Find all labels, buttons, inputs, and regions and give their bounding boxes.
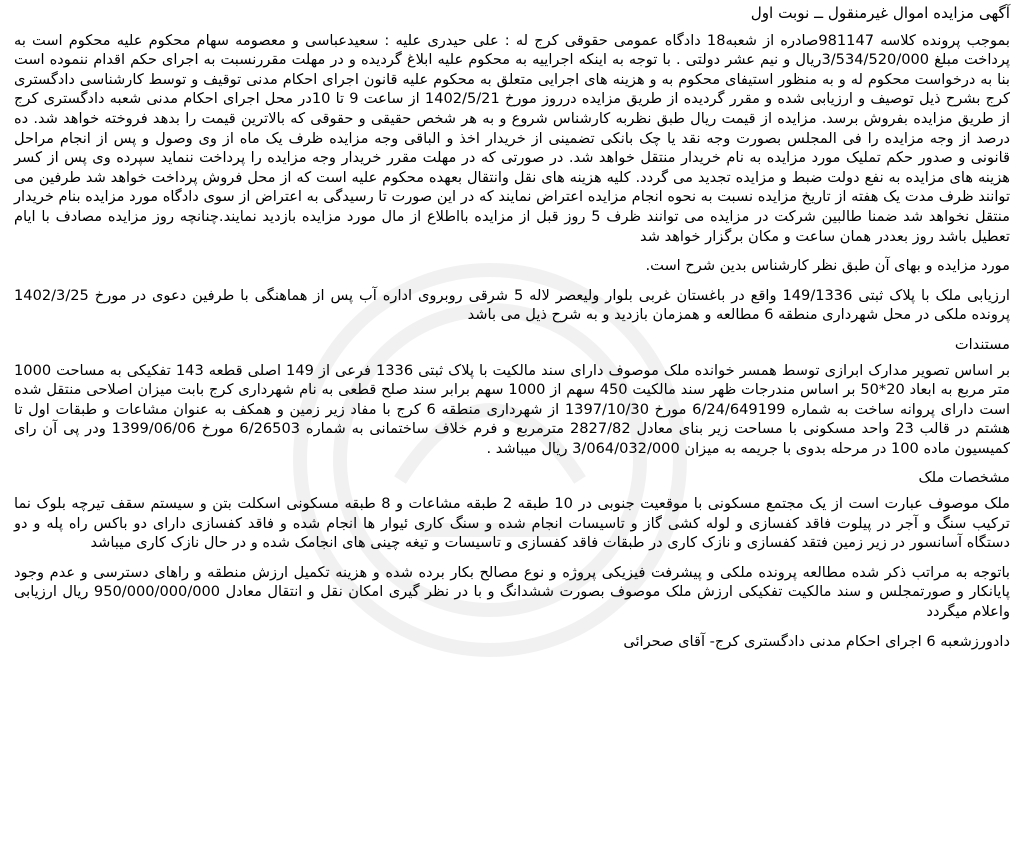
notice-title: آگهی مزایده اموال غیرمنقول ــ نوبت اول [750,4,1010,22]
valuation-conclusion-paragraph: باتوجه به مراتب ذکر شده مطالعه پرونده ملکی و پیشرفت فیزیکی پروژه و نوع مصالح بکار برده شده و هزینه تکمیل ارزش منطقه و راهای دسترسی و عدم وجود پایانکار و صورتمجلس و سند مالکیت تفکیکی ارزش ملک موصوف بصورت ششدانگ و با در نظر گیری امکان نقل و انتقال معادل 950/000/000/000 ریال ارزیابی واعلام میگردد [14,563,1010,621]
appraisal-paragraph: ارزیابی ملک با پلاک ثبتی 149/1336 واقع در باغستان غربی بلوار ولیعصر لاله 5 شرقی روبروی اداره آب پس از هماهنگی با طرفین دعوی در مورخ 1402/3/25 پرونده ملکی در محل شهرداری منطقه 6 مطالعه و همزمان بازدید و به شرح ذیل می باشد [14,286,1010,324]
auction-notice [14,4,1010,651]
auction-subject-line: مورد مزایده و بهای آن طبق نظر کارشناس بدین شرح است. [645,257,1010,275]
notice-intro-paragraph: بموجب پرونده کلاسه 981147صادره از شعبه18 دادگاه عمومی حقوقی کرج له : علی حیدری علیه : سعیدعباسی و معصومه سهام محکوم علیه محکوم است به پرداخت مبلغ 3/534/520/000ریال و نیم عشر دولتی . با توجه به اینکه اجراییه به محکوم علیه ابلاغ گردیده و در مهلت مقررنسبت به اجرای حکم اقدام ننموده است بنا به درخواست محکوم له و به منظور استیفای محکوم به و هزینه های اجرایی متعلق به محکوم علیه قانون اجرای احکام مدنی توقیف و توسط کارشناسی دادگستری کرج بشرح ذیل توصیف و ارزیابی شده و مقرر گردیده از طریق مزایده درروز مورخ 1402/5/21 از ساعت 9 تا 10در محل اجرای احکام مدنی شعبه دادگستری کرج از طریق مزایده بفروش برسد. مزایده از قیمت ریال طبق نظربه کارشناس شروع و به هر شخص حقیقی و حقوقی که بالاترین قیمت را بدهد فروخته خواهد شد. ده درصد از وجه مزایده را فی المجلس بصورت وجه نقد یا چک بانکی تضمینی از خریدار اخذ و الباقی وجه مزایده ظرف یک ماه از وی وصول و پس از انجام مراحل قانونی و صدور حکم تملیک مورد مزایده به نام خریدار منتقل خواهد شد. در صورتی که در مهلت مقرر خریدار وجه مزایده را پرداخت ننماید سپرده وی پس از کسر هزینه های مزایده به نفع دولت ضبط و مزایده تجدید می گردد. کلیه هزینه های نقل وانتقال بعهده محکوم علیه است که از محل فروش پرداخت خواهد شد طرفین می توانند ظرف مدت یک هفته از تاریخ مزایده نسبت به نحوه انجام مزایده اعتراض نمایند که در این صورت تا رسیدگی به اعتراض از سوی دادگاه مورد مزایده بنام خریدار منتقل نخواهد شد ضمنا طالبین شرکت در مزایده می توانند ظرف 5 روز قبل از مزایده بااطلاع از مال مورد مزایده بازدید نمایند.چنانچه روز مزایده مصادف با ایام تعطیل باشد روز بعددر همان ساعت و مکان برگزار خواهد شد [14,31,1010,245]
documents-heading: مستندات [954,335,1010,353]
officer-signature-line: دادورزشعبه 6 اجرای احکام مدنی دادگستری کرج- آقای صحرائی [623,632,1010,650]
property-specs-heading: مشخصات ملک [918,469,1010,487]
documents-paragraph: بر اساس تصویر مدارک ابرازی توسط همسر خوانده ملک موصوف دارای سند مالکیت با پلاک ثبتی 1336 فرعی از 149 اصلی قطعه 143 تفکیکی به مساحت 1000 متر مربع به ابعاد 20*50 بر اساس مندرجات ظهر سند مالکیت 450 سهم از 1000 سهم برابر سند صلح قطعی به نام شهرداری کرج بابت میزان اصلاحی منتقل شده است دارای پروانه ساخت به شماره 6/24/649199 مورخ 1397/10/30 از شهرداری منطقه 6 کرج با مفاد زیر زمین و همکف به عنوان مشاعات و طبقات اول تا هشتم در قالب 23 واحد مسکونی با مساحت زیر بنای معادل 2827/82 مترمربع و فرم خلاف ساختمانی به شماره 6/26503 مورخ 1399/06/06 ودر پی آن رای کمیسیون ماده 100 در مرحله بدوی با جریمه به میزان 3/064/032/000 ریال میباشد . [14,361,1011,457]
property-specs-paragraph: ملک موصوف عبارت است از یک مجتمع مسکونی با موقعیت جنوبی در 10 طبقه 2 طبقه مشاعات و 8 طبقه مسکونی اسکلت بتن و سیستم سقف تیرچه بلوک نما ترکیب سنگ و آجر در پیلوت فاقد کفسازی و لوله کشی گاز و تاسیسات انجام شده و سنگ کاری ئیوار ها انجام شده و فاقد کفسازی دارای دو باکس راه پله و دو دستگاه آسانسور در زیر زمین فتقد کفسازی و نازک کاری در طبقات فاقد کفسازی و تاسیسات و تیغه چینی های انجامک شده و در حال نازک کاری میباشد [14,495,1010,552]
